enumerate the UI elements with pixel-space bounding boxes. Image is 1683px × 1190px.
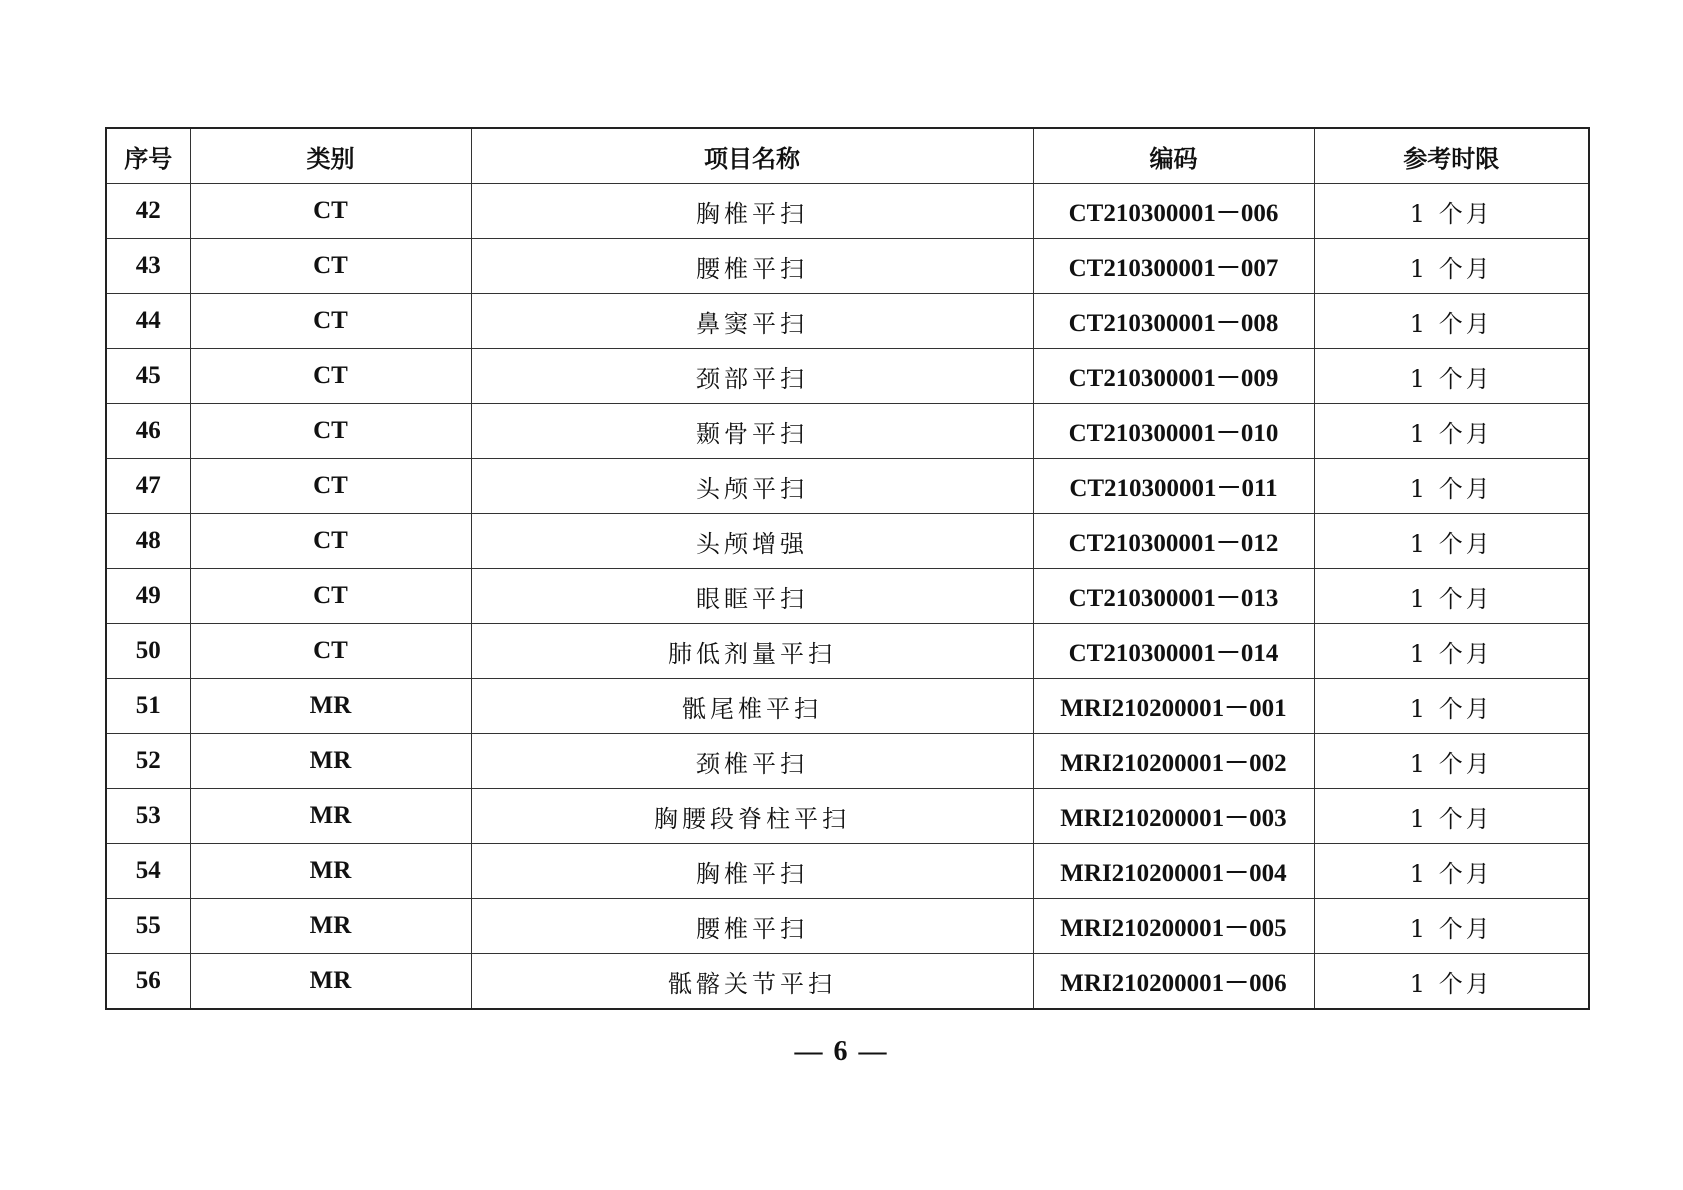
table-row <box>106 899 1589 954</box>
header-code: 编码 <box>1033 128 1314 184</box>
cell-name: 骶髂关节平扫 <box>471 954 1033 1010</box>
cell-seq: 53 <box>106 789 190 844</box>
table-row <box>106 569 1589 624</box>
cell-seq: 44 <box>106 294 190 349</box>
cell-limit: 1 个月 <box>1314 294 1589 349</box>
cell-limit: 1 个月 <box>1314 954 1589 1010</box>
cell-category: MR <box>190 899 471 954</box>
cell-limit: 1 个月 <box>1314 459 1589 514</box>
header-name: 项目名称 <box>471 128 1033 184</box>
cell-code: CT210300001－009 <box>1033 349 1314 404</box>
cell-limit: 1 个月 <box>1314 679 1589 734</box>
cell-category: MR <box>190 679 471 734</box>
cell-seq: 42 <box>106 184 190 239</box>
cell-name: 胸腰段脊柱平扫 <box>471 789 1033 844</box>
table-row <box>106 404 1589 459</box>
cell-name: 骶尾椎平扫 <box>471 679 1033 734</box>
cell-category: MR <box>190 954 471 1010</box>
cell-seq: 52 <box>106 734 190 789</box>
cell-name: 鼻窦平扫 <box>471 294 1033 349</box>
cell-name: 头颅增强 <box>471 514 1033 569</box>
table-row <box>106 679 1589 734</box>
cell-name: 腰椎平扫 <box>471 239 1033 294</box>
cell-code: CT210300001－007 <box>1033 239 1314 294</box>
cell-limit: 1 个月 <box>1314 844 1589 899</box>
table-body <box>106 184 1589 1010</box>
cell-limit: 1 个月 <box>1314 569 1589 624</box>
cell-seq: 48 <box>106 514 190 569</box>
cell-code: CT210300001－014 <box>1033 624 1314 679</box>
cell-seq: 49 <box>106 569 190 624</box>
cell-seq: 47 <box>106 459 190 514</box>
cell-limit: 1 个月 <box>1314 624 1589 679</box>
cell-category: CT <box>190 294 471 349</box>
cell-limit: 1 个月 <box>1314 734 1589 789</box>
cell-seq: 43 <box>106 239 190 294</box>
table-row <box>106 239 1589 294</box>
cell-code: CT210300001－010 <box>1033 404 1314 459</box>
cell-name: 眼眶平扫 <box>471 569 1033 624</box>
cell-limit: 1 个月 <box>1314 184 1589 239</box>
cell-category: CT <box>190 624 471 679</box>
cell-code: MRI210200001－002 <box>1033 734 1314 789</box>
table-row <box>106 844 1589 899</box>
cell-seq: 50 <box>106 624 190 679</box>
cell-category: CT <box>190 459 471 514</box>
cell-code: CT210300001－008 <box>1033 294 1314 349</box>
cell-category: CT <box>190 514 471 569</box>
table-header-row <box>106 128 1589 184</box>
table-row <box>106 734 1589 789</box>
cell-category: MR <box>190 789 471 844</box>
cell-name: 头颅平扫 <box>471 459 1033 514</box>
cell-seq: 54 <box>106 844 190 899</box>
cell-seq: 56 <box>106 954 190 1010</box>
cell-name: 胸椎平扫 <box>471 844 1033 899</box>
cell-seq: 51 <box>106 679 190 734</box>
cell-limit: 1 个月 <box>1314 404 1589 459</box>
cell-category: CT <box>190 404 471 459</box>
header-seq: 序号 <box>106 128 190 184</box>
table-row <box>106 624 1589 679</box>
table-row <box>106 514 1589 569</box>
table-row <box>106 294 1589 349</box>
cell-seq: 55 <box>106 899 190 954</box>
cell-name: 胸椎平扫 <box>471 184 1033 239</box>
cell-limit: 1 个月 <box>1314 349 1589 404</box>
cell-name: 颈部平扫 <box>471 349 1033 404</box>
cell-code: CT210300001－012 <box>1033 514 1314 569</box>
table-row <box>106 459 1589 514</box>
table-row <box>106 349 1589 404</box>
header-limit: 参考时限 <box>1314 128 1589 184</box>
cell-seq: 45 <box>106 349 190 404</box>
cell-limit: 1 个月 <box>1314 514 1589 569</box>
cell-category: CT <box>190 569 471 624</box>
table-row <box>106 184 1589 239</box>
table-row <box>106 954 1589 1010</box>
cell-category: CT <box>190 184 471 239</box>
cell-category: MR <box>190 844 471 899</box>
cell-code: MRI210200001－004 <box>1033 844 1314 899</box>
cell-code: CT210300001－011 <box>1033 459 1314 514</box>
cell-category: CT <box>190 239 471 294</box>
cell-name: 肺低剂量平扫 <box>471 624 1033 679</box>
header-category: 类别 <box>190 128 471 184</box>
cell-code: CT210300001－013 <box>1033 569 1314 624</box>
table-row <box>106 789 1589 844</box>
cell-seq: 46 <box>106 404 190 459</box>
cell-code: MRI210200001－003 <box>1033 789 1314 844</box>
cell-limit: 1 个月 <box>1314 899 1589 954</box>
cell-name: 颈椎平扫 <box>471 734 1033 789</box>
cell-code: MRI210200001－001 <box>1033 679 1314 734</box>
cell-code: MRI210200001－005 <box>1033 899 1314 954</box>
cell-name: 颞骨平扫 <box>471 404 1033 459</box>
cell-code: CT210300001－006 <box>1033 184 1314 239</box>
cell-code: MRI210200001－006 <box>1033 954 1314 1010</box>
cell-category: CT <box>190 349 471 404</box>
exam-items-table <box>105 127 1590 1010</box>
cell-name: 腰椎平扫 <box>471 899 1033 954</box>
cell-limit: 1 个月 <box>1314 789 1589 844</box>
cell-category: MR <box>190 734 471 789</box>
page-number: — 6 — <box>794 1036 889 1067</box>
cell-limit: 1 个月 <box>1314 239 1589 294</box>
